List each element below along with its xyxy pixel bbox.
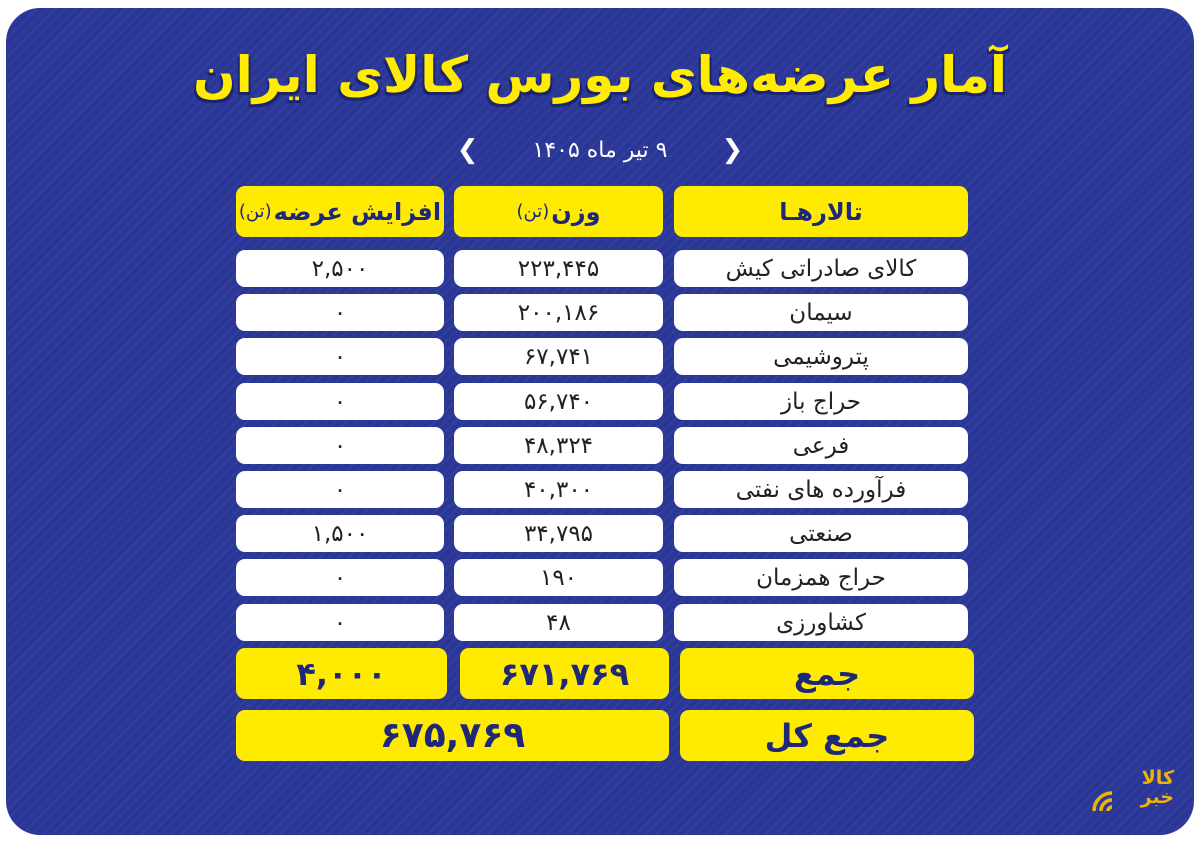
total-label: جمع کل [680, 710, 974, 761]
row-increase: ۰ [236, 604, 444, 641]
row-weight: ۲۰۰,۱۸۶ [454, 294, 663, 331]
row-hall: حراج همزمان [674, 559, 968, 596]
header-weight [454, 186, 663, 237]
row-weight: ۳۴,۷۹۵ [454, 515, 663, 552]
header-halls [674, 186, 968, 237]
row-increase: ۰ [236, 471, 444, 508]
row-increase: ۱,۵۰۰ [236, 515, 444, 552]
kala-khabar-logo [1090, 769, 1174, 813]
logo-text [1141, 769, 1174, 807]
infographic-card [6, 8, 1194, 835]
row-weight: ۵۶,۷۴۰ [454, 383, 663, 420]
row-hall: فرآورده های نفتی [674, 471, 968, 508]
row-hall: کالای صادراتی کیش [674, 250, 968, 287]
date-bar [6, 132, 1194, 168]
row-weight: ۴۰,۳۰۰ [454, 471, 663, 508]
header-halls-label: تالارهـا [779, 197, 863, 226]
row-weight: ۲۲۳,۴۴۵ [454, 250, 663, 287]
row-hall: پتروشیمی [674, 338, 968, 375]
row-increase: ۰ [236, 559, 444, 596]
row-weight: ۱۹۰ [454, 559, 663, 596]
row-weight: ۴۸ [454, 604, 663, 641]
row-increase: ۰ [236, 338, 444, 375]
row-hall: فرعی [674, 427, 968, 464]
row-increase: ۰ [236, 427, 444, 464]
logo-wave-icon [1090, 779, 1130, 813]
row-weight: ۴۸,۳۲۴ [454, 427, 663, 464]
date-label: ۹ تیر ماه ۱۴۰۵ [532, 137, 668, 163]
row-hall: حراج باز [674, 383, 968, 420]
header-increase-unit: (تن) [238, 201, 272, 222]
logo-line1: کالا [1141, 767, 1174, 789]
sum-weight: ۶۷۱,۷۶۹ [460, 648, 669, 699]
header-weight-label: وزن [551, 197, 601, 226]
chevron-right-icon: ❯ [721, 135, 744, 165]
header-increase [236, 186, 444, 237]
total-value: ۶۷۵,۷۶۹ [236, 710, 669, 761]
header-increase-label: افزایش عرضه [273, 197, 442, 226]
row-hall: کشاورزی [674, 604, 968, 641]
row-hall: سیمان [674, 294, 968, 331]
logo-line2: خبر [1140, 786, 1174, 808]
row-increase: ۰ [236, 383, 444, 420]
row-increase: ۲,۵۰۰ [236, 250, 444, 287]
page-title: آمار عرضه‌های بورس کالای ایران [192, 46, 1008, 104]
sum-increase: ۴,۰۰۰ [236, 648, 447, 699]
chevron-left-icon: ❮ [456, 135, 479, 165]
row-hall: صنعتی [674, 515, 968, 552]
header-weight-unit: (تن) [516, 201, 550, 222]
sum-label: جمع [680, 648, 974, 699]
row-increase: ۰ [236, 294, 444, 331]
row-weight: ۶۷,۷۴۱ [454, 338, 663, 375]
